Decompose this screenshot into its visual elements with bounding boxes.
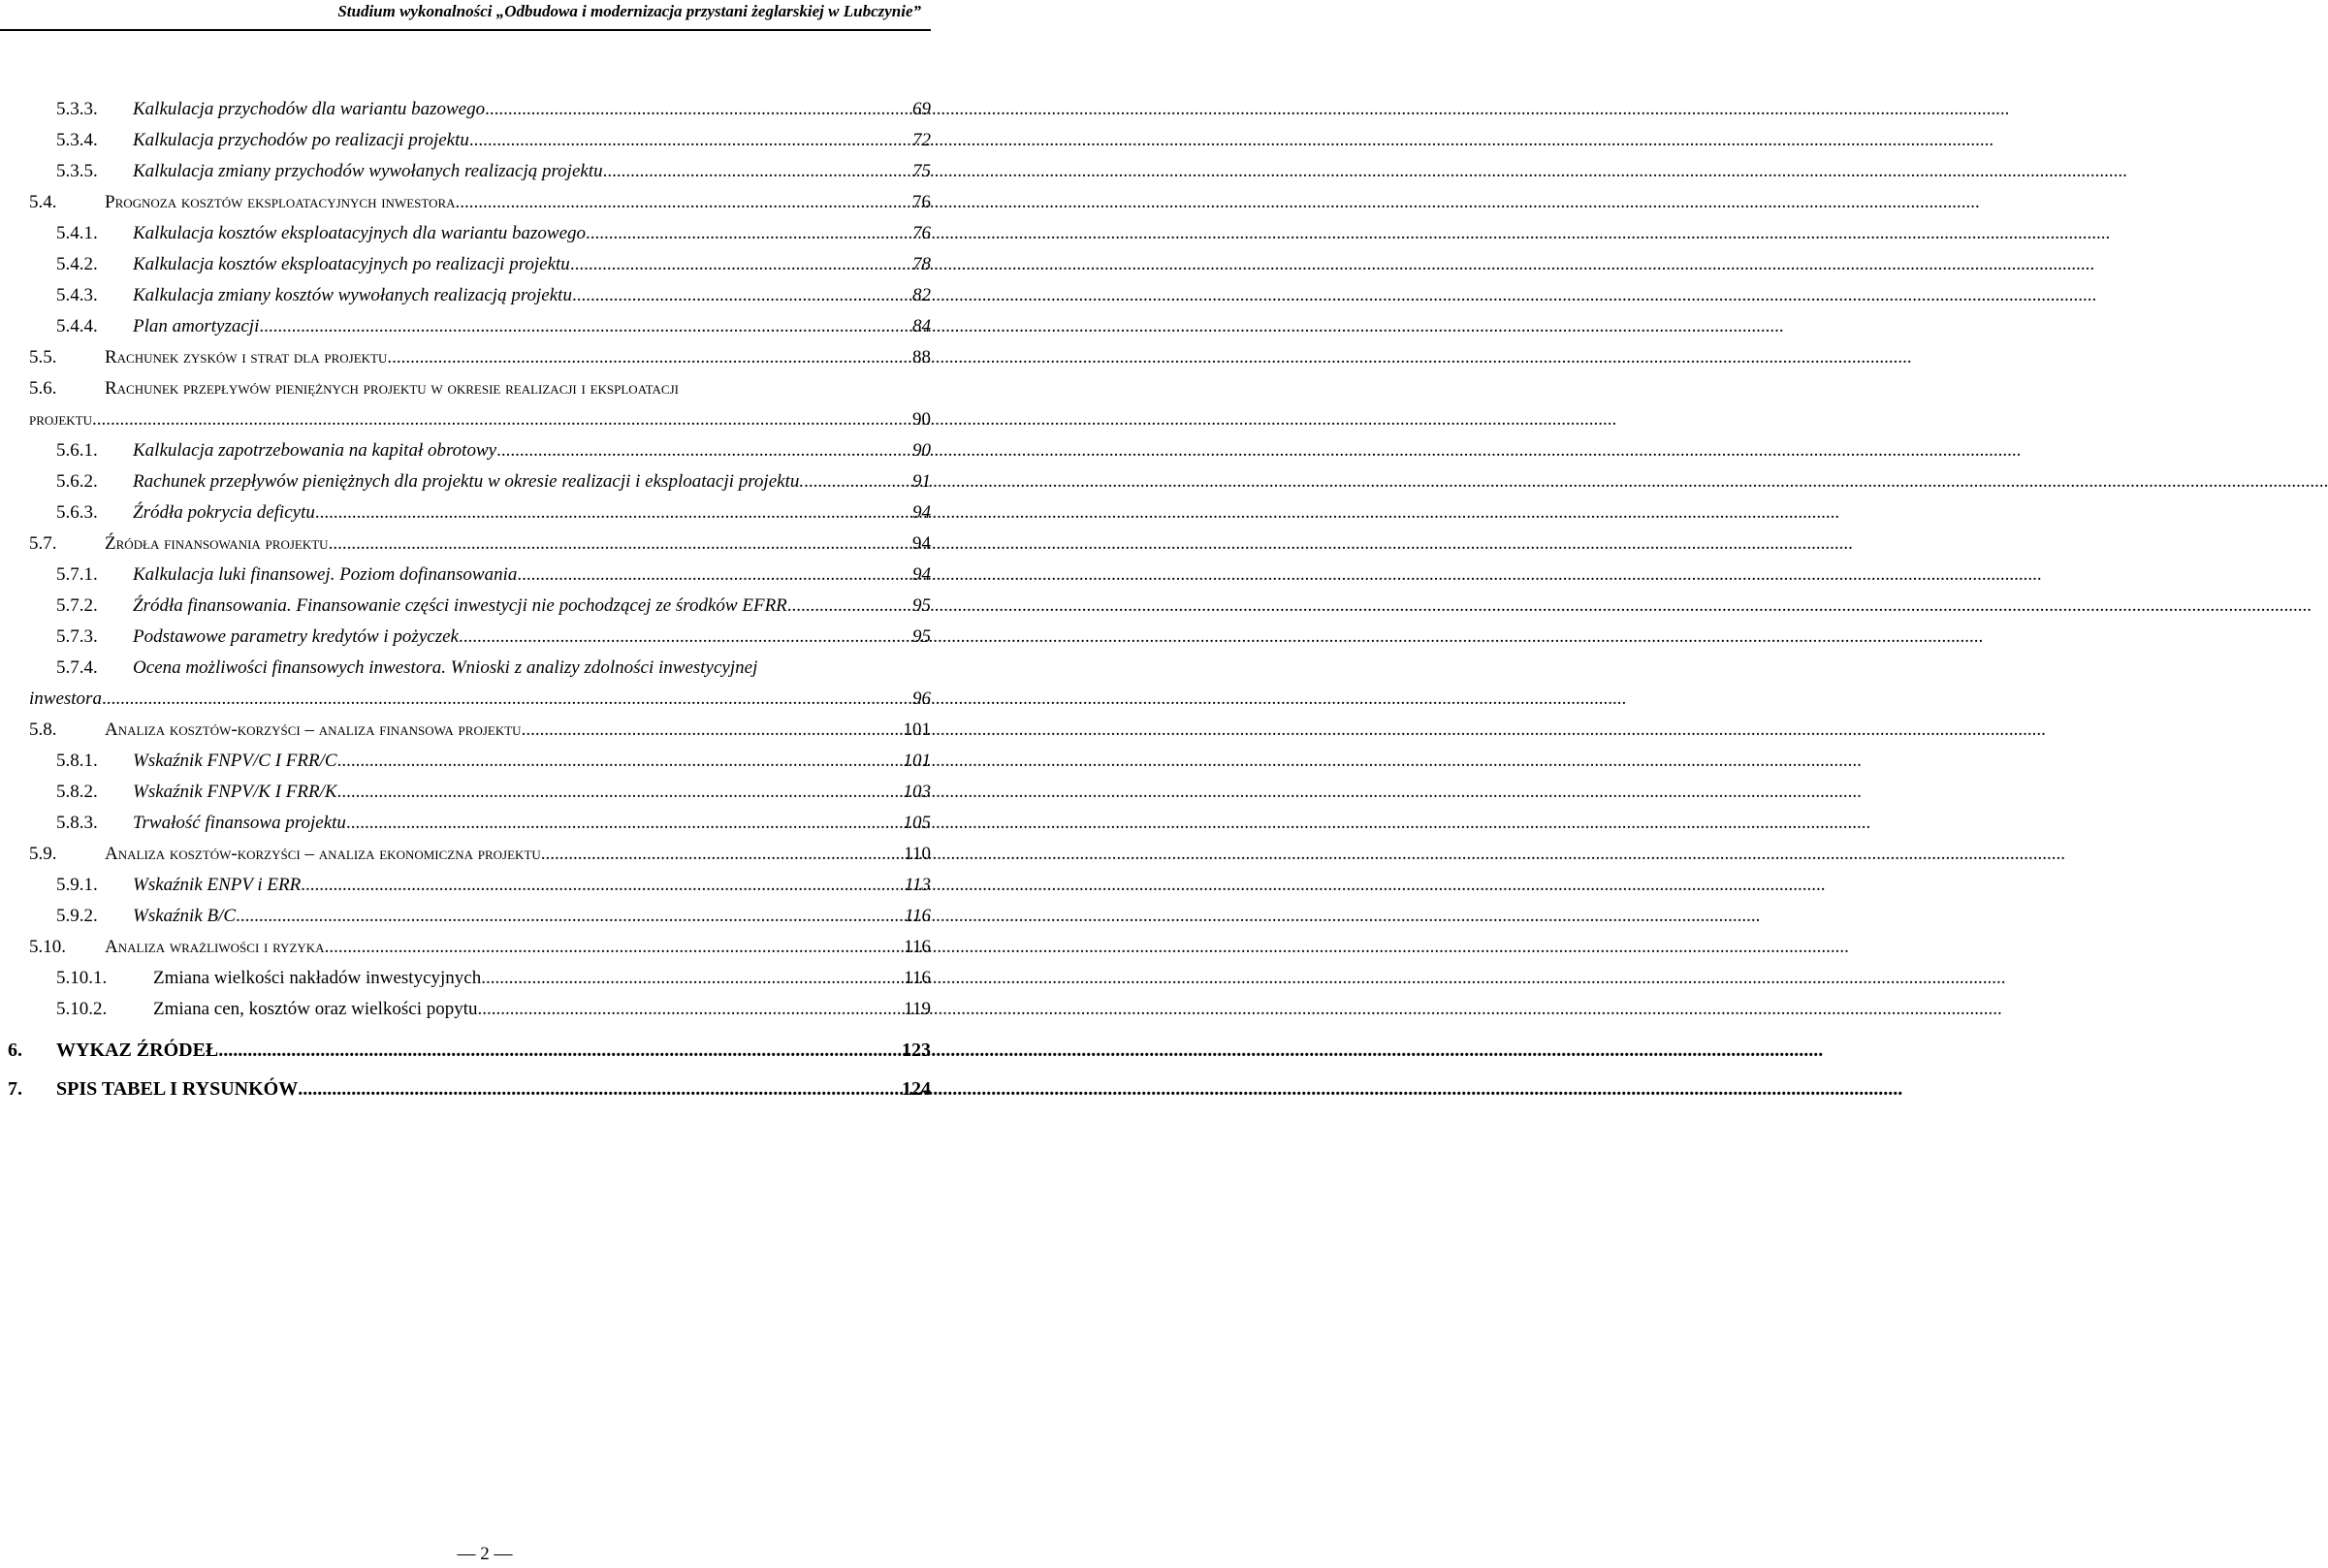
toc-entry-page: 94 — [912, 502, 931, 523]
toc-entry-page: 96 — [912, 688, 931, 709]
toc-entry-title: Kalkulacja przychodów dla wariantu bazowego — [133, 99, 486, 119]
toc-dot-leader — [804, 466, 910, 497]
toc-entry-number: 5.7.2. — [56, 595, 98, 616]
toc-entry-title: Kalkulacja przychodów po realizacji projektu — [133, 130, 469, 150]
toc-entry-number: 5.4.1. — [56, 223, 98, 243]
toc-entry-title: Wskaźnik FNPV/K I FRR/K — [133, 782, 337, 802]
toc-entry-title: Rachunek przepływów pieniężnych projektu w okresie realizacji i eksploatacji — [105, 378, 679, 399]
toc-entry[interactable] — [0, 466, 931, 497]
toc-entry-number: 5.7. — [29, 533, 57, 554]
toc-entry[interactable] — [0, 342, 931, 373]
toc-entry[interactable] — [0, 560, 931, 591]
toc-entry-number: 5.7.3. — [56, 626, 98, 647]
toc-entry-title: Rachunek przepływów pieniężnych dla projektu w okresie realizacji i eksploatacji projektu. — [133, 471, 805, 492]
toc-entry-number: 5.6.3. — [56, 502, 98, 523]
toc-dot-leader — [572, 280, 910, 311]
toc-dot-leader — [337, 777, 902, 808]
toc-entry-title: SPIS TABEL I RYSUNKÓW — [56, 1078, 299, 1100]
toc-dot-leader — [387, 342, 910, 373]
toc-dot-leader — [346, 808, 902, 839]
toc-dot-leader — [236, 901, 903, 932]
toc-entry-number: 5.6. — [29, 378, 57, 399]
toc-dot-leader — [517, 560, 910, 591]
toc-entry-number: 5.3.4. — [56, 130, 98, 150]
toc-entry-number: 5.4. — [29, 192, 57, 212]
toc-entry-title: Zmiana wielkości nakładów inwestycyjnych — [153, 968, 482, 988]
toc-dot-leader — [329, 528, 910, 560]
toc-dot-leader — [325, 932, 903, 963]
toc-entry-number: 5.9.1. — [56, 875, 98, 895]
toc-entry-title: Źródła pokrycia deficytu — [133, 502, 315, 523]
toc-entry-number: 5.9. — [29, 844, 57, 864]
toc-entry-title-continued: inwestora — [29, 688, 102, 709]
toc-entry-title: Kalkulacja zmiany przychodów wywołanych realizacją projektu — [133, 161, 603, 181]
toc-entry-page: 91 — [912, 471, 931, 492]
toc-dot-leader — [298, 1073, 900, 1104]
toc-entry-number: 5.6.1. — [56, 440, 98, 461]
toc-dot-leader — [478, 994, 903, 1025]
toc-entry[interactable] — [0, 591, 931, 622]
toc-entry[interactable] — [0, 839, 931, 870]
page-number-text: — 2 — — [457, 1544, 513, 1564]
toc-entry-title: Analiza kosztów-korzyści – analiza ekonomiczna projektu — [105, 844, 541, 864]
toc-entry-number: 5.5. — [29, 347, 57, 368]
toc-dot-leader — [337, 746, 902, 777]
toc-dot-leader — [469, 125, 910, 156]
toc-entry-page: 94 — [912, 533, 931, 554]
toc-entry[interactable] — [0, 156, 931, 187]
toc-entry-title: Plan amortyzacji — [133, 316, 260, 336]
toc-dot-leader — [456, 187, 910, 218]
toc-dot-leader — [522, 715, 902, 746]
toc-dot-leader — [586, 218, 910, 249]
toc-entry[interactable] — [0, 497, 931, 528]
toc-entry-title: Prognoza kosztów eksploatacyjnych inwestora — [105, 192, 456, 212]
toc-entry-page: 82 — [912, 285, 931, 305]
toc-entry[interactable] — [0, 746, 931, 777]
running-header — [0, 0, 931, 25]
toc-entry-number: 5.8.2. — [56, 782, 98, 802]
toc-entry-title: Wskaźnik FNPV/C I FRR/C — [133, 751, 337, 771]
toc-entry-title: Podstawowe parametry kredytów i pożyczek — [133, 626, 459, 647]
toc-entry-page: 110 — [904, 844, 931, 864]
toc-dot-leader — [541, 839, 902, 870]
toc-entry[interactable] — [0, 1035, 931, 1066]
toc-entry[interactable] — [0, 901, 931, 932]
toc-entry-page: 78 — [912, 254, 931, 274]
toc-entry-number: 5.7.4. — [56, 657, 98, 678]
toc-entry-page: 76 — [912, 192, 931, 212]
toc-entry[interactable] — [0, 528, 931, 560]
toc-entry[interactable] — [0, 218, 931, 249]
toc-entry[interactable] — [0, 125, 931, 156]
toc-entry-page: 90 — [912, 409, 931, 430]
toc-entry-page: 101 — [903, 751, 931, 771]
toc-entry-title: Kalkulacja luki finansowej. Poziom dofinansowania — [133, 564, 518, 585]
toc-entry-page: 119 — [904, 999, 931, 1019]
header-title: Studium wykonalności „Odbudowa i modernizacja przystani żeglarskiej w Lubczynie” — [337, 2, 921, 20]
toc-entry-number: 5.8.3. — [56, 813, 98, 833]
toc-entry[interactable] — [0, 994, 931, 1025]
table-of-contents — [0, 94, 931, 1104]
toc-entry-title: Analiza kosztów-korzyści – analiza finansowa projektu — [105, 720, 522, 740]
toc-dot-leader — [570, 249, 910, 280]
toc-entry[interactable] — [0, 932, 931, 963]
toc-entry[interactable] — [0, 715, 931, 746]
toc-dot-leader — [485, 94, 910, 125]
toc-entry-page: 94 — [912, 564, 931, 585]
toc-entry-page: 123 — [902, 1040, 931, 1061]
toc-entry-page: 69 — [912, 99, 931, 119]
toc-entry-title-continued: projektu — [29, 409, 93, 430]
toc-entry-title: Wskaźnik B/C — [133, 906, 237, 926]
toc-entry-page: 113 — [904, 875, 931, 895]
toc-entry-page: 90 — [912, 440, 931, 461]
toc-entry-page: 116 — [904, 937, 931, 957]
toc-entry-number: 5.10.2. — [56, 999, 108, 1019]
toc-entry-number: 5.4.4. — [56, 316, 98, 336]
toc-entry[interactable] — [0, 777, 931, 808]
toc-entry-number: 5.3.5. — [56, 161, 98, 181]
toc-entry-page: 95 — [912, 595, 931, 616]
toc-entry[interactable] — [0, 1073, 931, 1104]
toc-dot-leader — [459, 622, 910, 653]
toc-dot-leader — [481, 963, 902, 994]
toc-entry-title: Trwałość finansowa projektu — [133, 813, 346, 833]
toc-entry[interactable] — [0, 187, 931, 218]
header-rule — [0, 29, 931, 31]
toc-dot-leader — [259, 311, 910, 342]
toc-entry-title: Ocena możliwości finansowych inwestora. Wnioski z analizy zdolności inwestycyjnej — [133, 657, 758, 678]
toc-entry-title: Analiza wrażliwości i ryzyka — [105, 937, 325, 957]
toc-dot-leader — [102, 684, 910, 715]
toc-entry-number: 6. — [8, 1040, 22, 1061]
toc-entry-page: 101 — [903, 720, 931, 740]
toc-entry-number: 5.4.3. — [56, 285, 98, 305]
toc-dot-leader — [218, 1035, 900, 1066]
toc-entry-continuation[interactable] — [29, 404, 931, 435]
page-number — [0, 1545, 931, 1564]
toc-dot-leader — [496, 435, 910, 466]
toc-entry[interactable] — [0, 963, 931, 994]
toc-dot-leader — [787, 591, 910, 622]
toc-entry-title: Źródła finansowania. Finansowanie części inwestycji nie pochodzącej ze środków EFRR — [133, 595, 787, 616]
toc-entry-continuation[interactable] — [29, 684, 931, 715]
toc-entry[interactable] — [0, 870, 931, 901]
toc-entry-page: 75 — [912, 161, 931, 181]
toc-entry-page: 76 — [912, 223, 931, 243]
toc-entry[interactable] — [0, 808, 931, 839]
toc-entry-page: 95 — [912, 626, 931, 647]
toc-entry-number: 5.10.1. — [56, 968, 108, 988]
toc-entry-title: Kalkulacja zmiany kosztów wywołanych realizacją projektu — [133, 285, 572, 305]
toc-entry-number: 5.7.1. — [56, 564, 98, 585]
toc-entry-title: Wskaźnik ENPV i ERR — [133, 875, 302, 895]
toc-entry-title: Rachunek zysków i strat dla projektu — [105, 347, 388, 368]
toc-dot-leader — [603, 156, 910, 187]
toc-entry-page: 116 — [904, 906, 931, 926]
toc-entry-number: 5.10. — [29, 937, 66, 957]
toc-entry-page: 84 — [912, 316, 931, 336]
toc-entry-title: Kalkulacja zapotrzebowania na kapitał obrotowy — [133, 440, 497, 461]
toc-entry-number: 5.6.2. — [56, 471, 98, 492]
toc-entry-title: Kalkulacja kosztów eksploatacyjnych po realizacji projektu — [133, 254, 570, 274]
toc-entry-title: Źródła finansowania projektu — [105, 533, 329, 554]
toc-entry[interactable] — [0, 94, 931, 125]
toc-dot-leader — [315, 497, 910, 528]
toc-entry[interactable] — [0, 622, 931, 653]
toc-entry-page: 72 — [912, 130, 931, 150]
toc-entry[interactable] — [0, 280, 931, 311]
toc-entry[interactable] — [0, 653, 931, 684]
toc-entry-number: 5.3.3. — [56, 99, 98, 119]
toc-entry-title: WYKAZ ŹRÓDEŁ — [56, 1040, 219, 1061]
toc-entry-title: Zmiana cen, kosztów oraz wielkości popytu — [153, 999, 478, 1019]
toc-entry-number: 5.4.2. — [56, 254, 98, 274]
toc-dot-leader — [301, 870, 903, 901]
toc-entry-page: 105 — [903, 813, 931, 833]
toc-entry-page: 103 — [903, 782, 931, 802]
toc-entry[interactable] — [0, 435, 931, 466]
toc-entry-number: 5.8.1. — [56, 751, 98, 771]
toc-entry[interactable] — [0, 373, 931, 404]
toc-entry[interactable] — [0, 249, 931, 280]
toc-entry-number: 5.9.2. — [56, 906, 98, 926]
toc-entry-page: 88 — [912, 347, 931, 368]
toc-entry-number: 5.8. — [29, 720, 57, 740]
toc-entry[interactable] — [0, 311, 931, 342]
toc-dot-leader — [92, 404, 910, 435]
toc-entry-number: 7. — [8, 1078, 22, 1100]
toc-entry-page: 124 — [902, 1078, 931, 1100]
toc-entry-page: 116 — [904, 968, 931, 988]
toc-entry-title: Kalkulacja kosztów eksploatacyjnych dla wariantu bazowego — [133, 223, 587, 243]
